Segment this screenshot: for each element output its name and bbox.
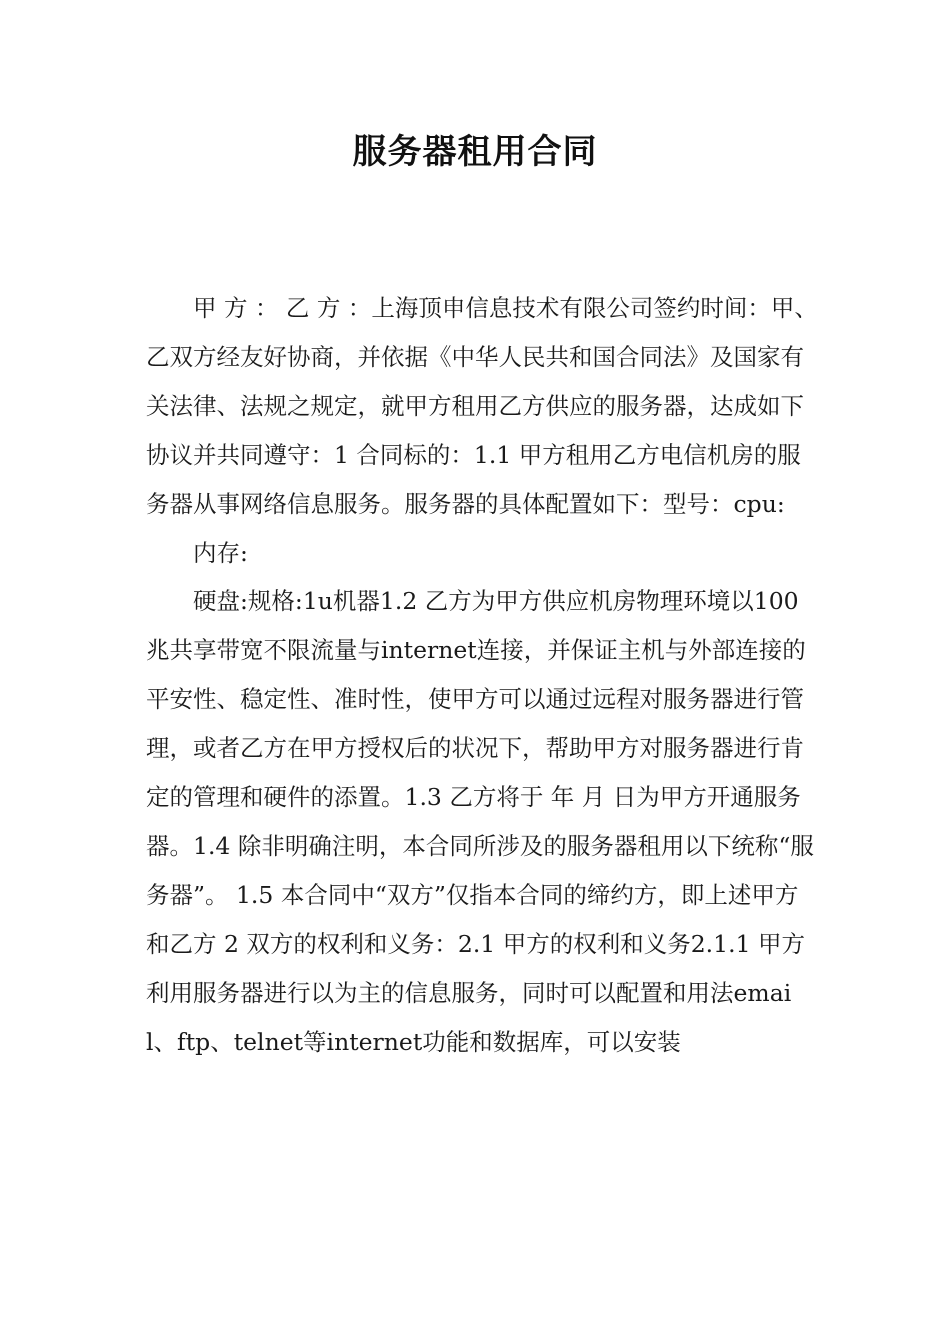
document-body: [146, 284, 818, 1067]
paragraph-disk: 硬盘:规格:1u机器1.2 乙方为甲方供应机房物理环境以100兆共享带宽不限流量与internet连接，并保证主机与外部连接的平安性、稳定性、准时性，使甲方可以通过远程对服务器进行管理，或者乙方在甲方授权后的状况下，帮助甲方对服务器进行肯定的管理和硬件的添置。1.3 乙方将于 年 月 日为甲方开通服务器。1.4 除非明确注明，本合同所涉及的服务器租用以下统称“服务器”。 1.5 本合同中“双方”仅指本合同的缔约方，即上述甲方和乙方 2 双方的权利和义务：2.1 甲方的权利和义务2.1.1 甲方利用服务器进行以为主的信息服务，同时可以配置和用法email、ftp、telnet等internet功能和数据库，可以安装: [146, 587, 814, 1056]
paragraph-parties: 甲 方 ： 乙 方 ：上海顶申信息技术有限公司签约时间：甲、乙双方经友好协商，并依据《中华人民共和国合同法》及国家有关法律、法规之规定，就甲方租用乙方供应的服务器，达成如下协议并共同遵守：1 合同标的：1.1 甲方租用乙方电信机房的服务器从事网络信息服务。服务器的具体配置如下：型号：cpu:: [146, 294, 818, 518]
paragraph-memory: 内存:: [193, 538, 248, 567]
document-title: 服务器租用合同: [352, 132, 598, 172]
